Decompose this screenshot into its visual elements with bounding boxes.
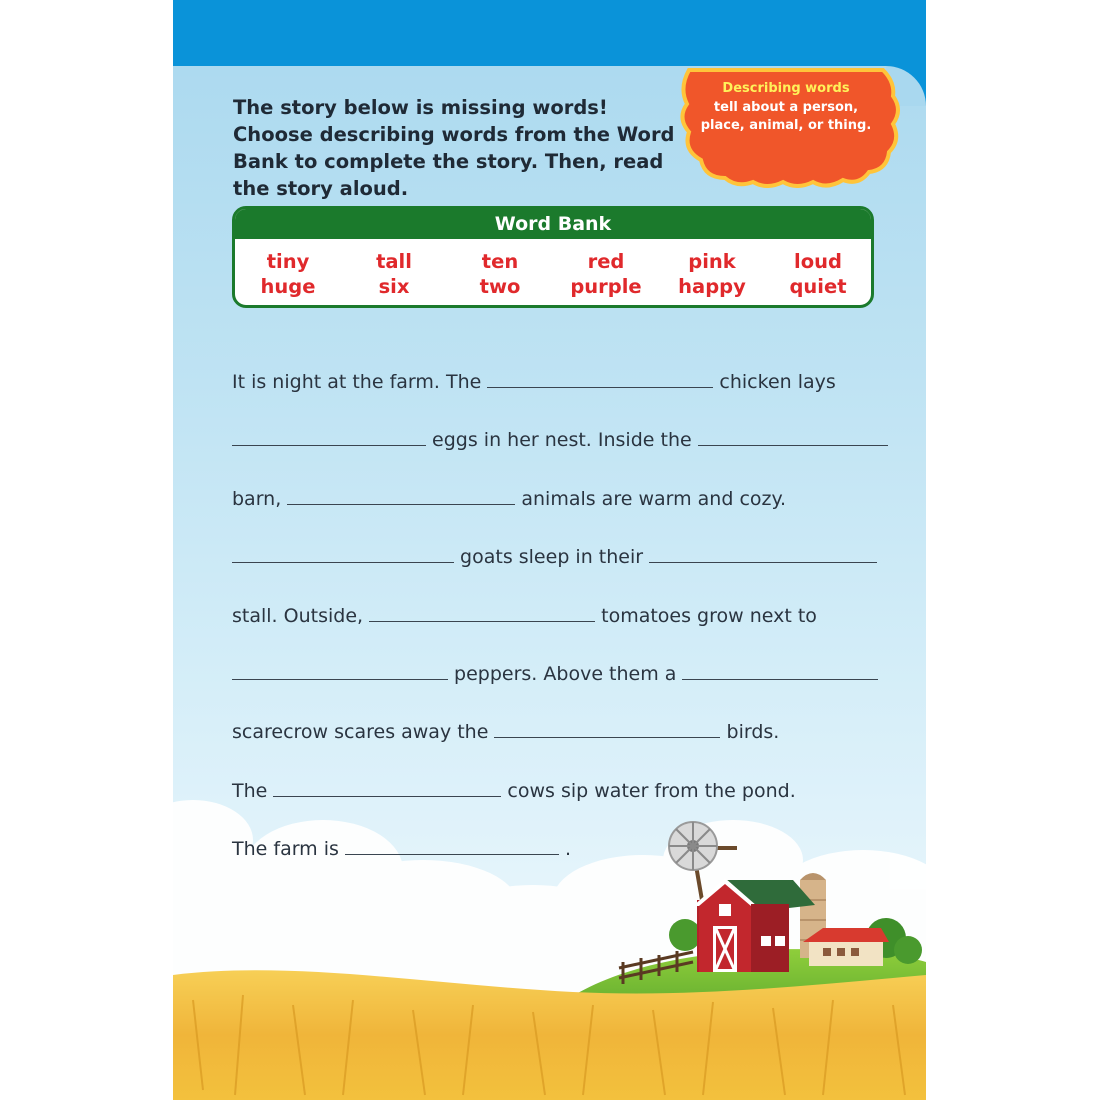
describing-words-badge	[671, 62, 901, 188]
story-line	[232, 541, 892, 599]
word-bank-title: Word Bank	[235, 209, 871, 239]
story-text: The	[232, 779, 274, 802]
answer-blank[interactable]	[369, 620, 595, 622]
story-text: chicken lays	[713, 371, 836, 393]
badge-title: Describing words	[722, 81, 850, 96]
story-text: peppers. Above them a	[448, 662, 683, 685]
story-text: tomatoes grow next to	[595, 604, 817, 627]
instructions: The story below is missing words! Choose describing words from the Word Bank to complete the story. Then, read the story aloud.	[233, 96, 675, 200]
story-line	[232, 424, 892, 482]
farmhouse-icon	[803, 928, 889, 966]
story-text: .	[558, 838, 572, 861]
story-text: The farm is	[232, 838, 345, 861]
answer-blank[interactable]	[649, 561, 877, 563]
word-bank-column	[235, 239, 341, 305]
story-text: animals are warm and cozy.	[515, 487, 787, 510]
word-bank-word: purple	[570, 275, 642, 298]
worksheet-page	[173, 0, 926, 1100]
story-text: birds.	[720, 721, 780, 744]
answer-blank[interactable]	[345, 853, 559, 855]
answer-blank[interactable]	[287, 503, 515, 505]
word-bank-word: red	[587, 250, 625, 273]
answer-blank[interactable]	[494, 736, 720, 738]
word-bank-word: loud	[794, 250, 842, 273]
story-line	[232, 716, 892, 774]
story	[232, 366, 892, 892]
answer-blank[interactable]	[682, 678, 878, 680]
word-bank-column	[765, 239, 871, 305]
word-bank-column	[447, 239, 553, 305]
story-line	[232, 483, 892, 541]
word-bank-word: two	[479, 275, 521, 298]
story-text: barn,	[232, 487, 288, 510]
word-bank	[232, 206, 874, 308]
story-line	[232, 833, 892, 891]
answer-blank[interactable]	[232, 561, 454, 563]
word-bank-word: huge	[260, 275, 316, 298]
story-text: It is night at the farm. The	[232, 371, 488, 393]
story-line	[232, 366, 892, 424]
answer-blank[interactable]	[487, 386, 713, 388]
word-bank-word: quiet	[789, 275, 847, 298]
story-text: scarecrow scares away the	[232, 721, 495, 744]
word-bank-word: tall	[376, 250, 412, 273]
answer-blank[interactable]	[232, 444, 426, 446]
answer-blank[interactable]	[273, 795, 501, 797]
word-bank-word: ten	[481, 250, 519, 273]
word-bank-word: tiny	[266, 250, 310, 273]
word-bank-column	[341, 239, 447, 305]
word-bank-column	[659, 239, 765, 305]
story-line	[232, 775, 892, 833]
answer-blank[interactable]	[698, 444, 888, 446]
word-bank-column	[553, 239, 659, 305]
story-text: eggs in her nest. Inside the	[426, 429, 698, 452]
badge-body: tell about a person, place, animal, or thing.	[700, 99, 872, 133]
story-text: cows sip water from the pond.	[501, 779, 796, 802]
word-bank-word: six	[378, 275, 410, 298]
word-bank-word: pink	[688, 250, 736, 273]
word-bank-columns	[235, 239, 871, 305]
story-line	[232, 658, 892, 716]
word-bank-word: happy	[678, 275, 746, 298]
story-text: stall. Outside,	[232, 604, 370, 627]
answer-blank[interactable]	[232, 678, 448, 680]
story-text: goats sleep in their	[454, 546, 650, 569]
story-line	[232, 600, 892, 658]
